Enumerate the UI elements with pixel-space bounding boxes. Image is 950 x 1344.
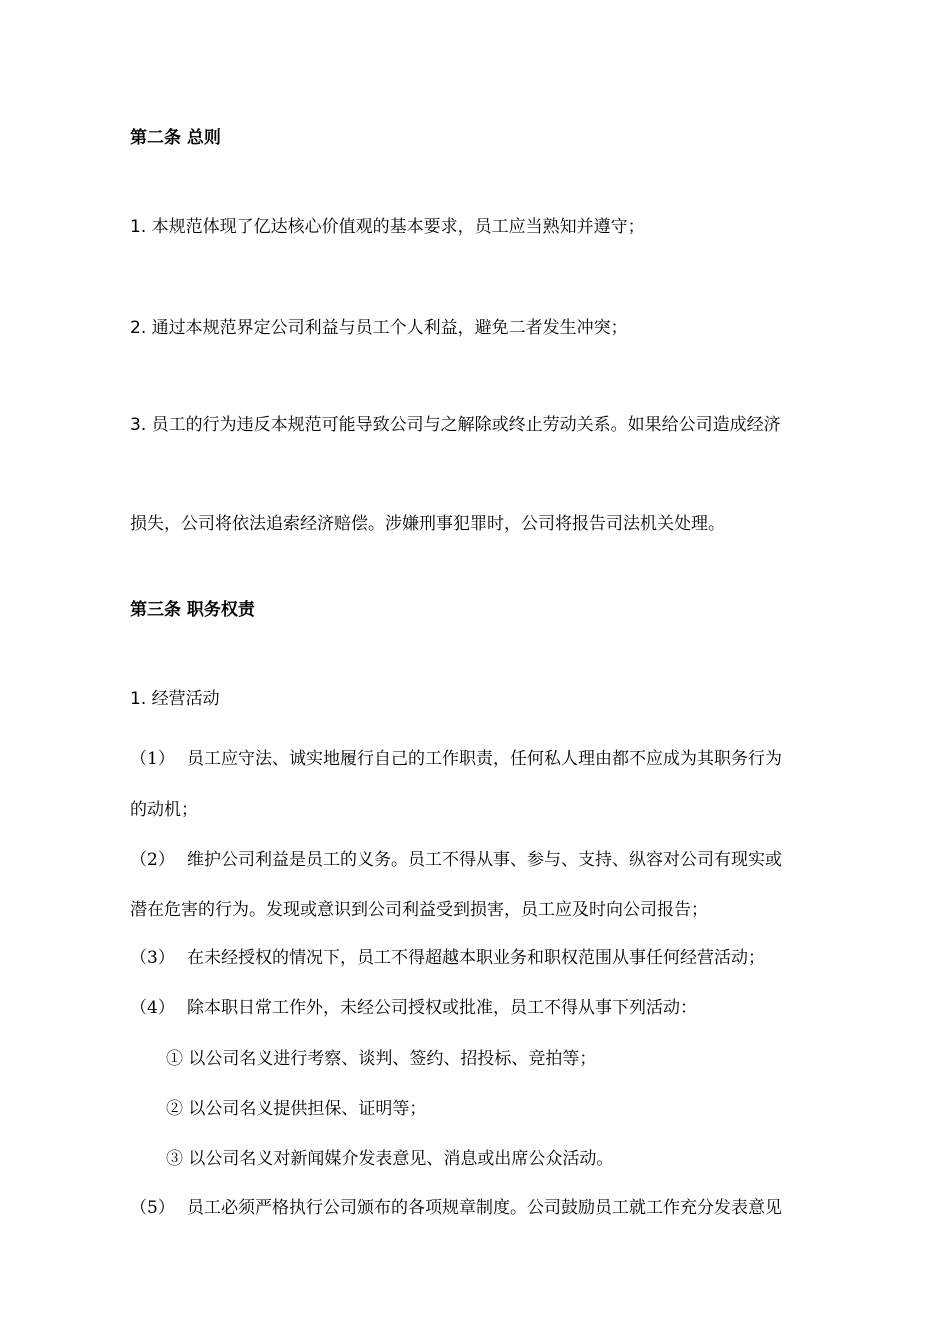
clause-marker: （3） bbox=[130, 948, 175, 968]
general-item-3-continued: 损失，公司将依法追索经济赔偿。涉嫌刑事犯罪时，公司将报告司法机关处理。 bbox=[130, 514, 725, 534]
clause-text: 员工应守法、诚实地履行自己的工作职责，任何私人理由都不应成为其职务行为 bbox=[187, 749, 782, 769]
clause-5 bbox=[130, 1196, 860, 1220]
section-heading-duties: 第三条 职务权责 bbox=[130, 600, 255, 620]
subitem-2: ② 以公司名义提供担保、证明等； bbox=[166, 1099, 427, 1119]
clause-3 bbox=[130, 946, 860, 970]
clause-1 bbox=[130, 747, 860, 771]
general-item-3: 3. 员工的行为违反本规范可能导致公司与之解除或终止劳动关系。如果给公司造成经济 bbox=[130, 415, 781, 435]
subheading-business-activities: 1. 经营活动 bbox=[130, 689, 220, 709]
clause-2-continued: 潜在危害的行为。发现或意识到公司利益受到损害，员工应及时向公司报告； bbox=[130, 900, 708, 920]
clause-text: 员工必须严格执行公司颁布的各项规章制度。公司鼓励员工就工作充分发表意见 bbox=[187, 1198, 782, 1218]
clause-4 bbox=[130, 996, 860, 1020]
clause-text: 维护公司利益是员工的义务。员工不得从事、参与、支持、纵容对公司有现实或 bbox=[187, 850, 782, 870]
general-item-2: 2. 通过本规范界定公司利益与员工个人利益，避免二者发生冲突； bbox=[130, 318, 628, 338]
general-item-1: 1. 本规范体现了亿达核心价值观的基本要求，员工应当熟知并遵守； bbox=[130, 217, 645, 237]
clause-marker: （1） bbox=[130, 749, 175, 769]
clause-text: 除本职日常工作外，未经公司授权或批准，员工不得从事下列活动： bbox=[187, 998, 697, 1018]
section-heading-general: 第二条 总则 bbox=[130, 128, 221, 148]
clause-marker: （5） bbox=[130, 1198, 175, 1218]
clause-marker: （4） bbox=[130, 998, 175, 1018]
clause-marker: （2） bbox=[130, 850, 175, 870]
subitem-3: ③ 以公司名义对新闻媒介发表意见、消息或出席公众活动。 bbox=[166, 1149, 614, 1169]
clause-text: 在未经授权的情况下，员工不得超越本职业务和职权范围从事任何经营活动； bbox=[187, 948, 765, 968]
subitem-1: ① 以公司名义进行考察、谈判、签约、招投标、竞拍等； bbox=[166, 1049, 597, 1069]
clause-1-continued: 的动机； bbox=[130, 800, 198, 820]
clause-2 bbox=[130, 848, 860, 872]
